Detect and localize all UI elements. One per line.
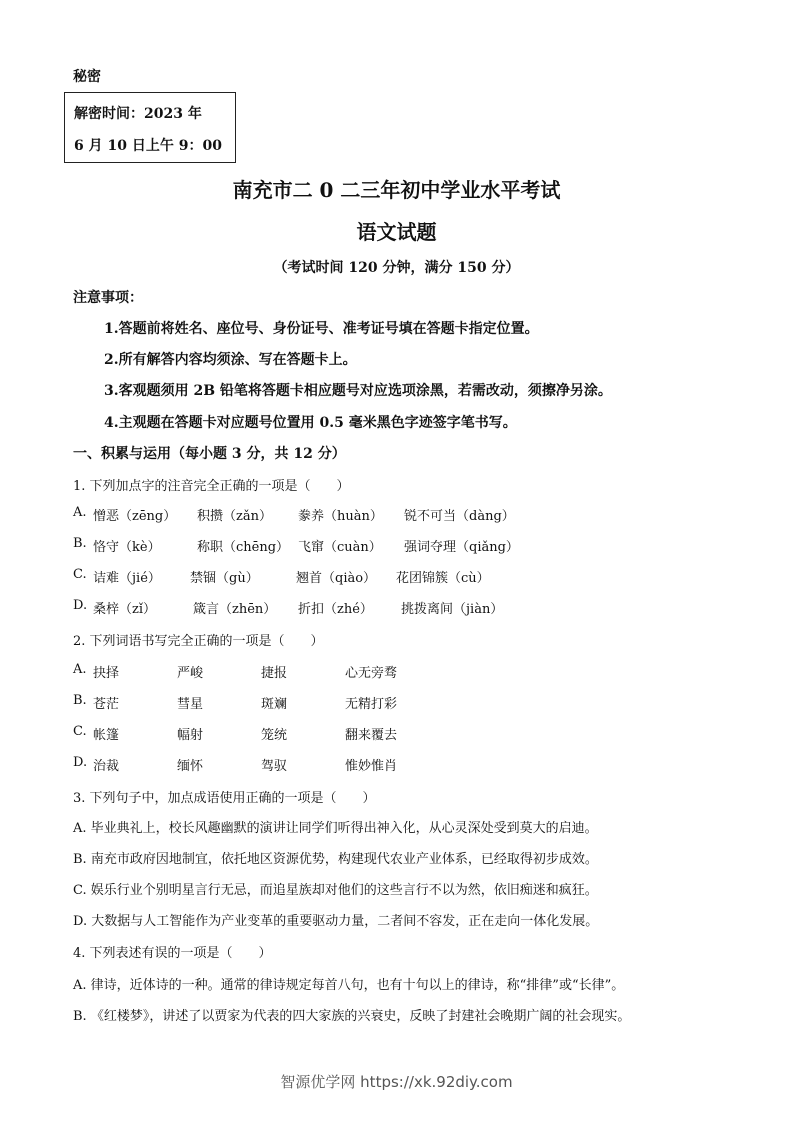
note-item: 4.主观题在答题卡对应题号位置用 0.5 毫米黑色字迹签字笔书写。 [104,415,517,431]
option-cell: 严峻 [177,666,204,681]
option-label: B. [73,536,87,551]
option-cell: 笼统 [261,728,288,743]
option-cell: 憎恶（zēng） [93,509,177,524]
question-3-stem: 3. 下列句子中，加点成语使用正确的一项是（ ） [73,791,376,806]
option-label: D. [73,598,88,613]
option-cell: 强词夺理（qiǎng） [404,540,519,555]
option-cell: 箴言（zhēn） [193,602,277,617]
option-cell: 诘难（jié） [93,571,161,586]
question-4-stem: 4. 下列表述有误的一项是（ ） [73,946,272,961]
option-cell: 花团锦簇（cù） [396,571,490,586]
option-cell: 折扣（zhé） [298,602,373,617]
option-cell: 豢养（huàn） [298,509,383,524]
option-cell: 恪守（kè） [93,540,161,555]
note-item: 1.答题前将姓名、座位号、身份证号、准考证号填在答题卡指定位置。 [104,321,539,337]
option-cell: 飞窜（cuàn） [298,540,382,555]
exam-title: 南充市二 0 二三年初中学业水平考试 [232,178,561,202]
option-label: B. [73,693,87,708]
notes-heading: 注意事项： [73,290,143,306]
option-label: D. [73,755,88,770]
option-cell: 心无旁骛 [345,666,398,681]
option-cell: 苍茫 [93,697,120,712]
option-cell: 治裁 [93,759,120,774]
option-sentence: A. 毕业典礼上，校长风趣幽默的演讲让同学们听得出神入化，从心灵深处受到莫大的启迪。 [73,821,598,836]
option-cell: 锐不可当（dàng） [404,509,515,524]
option-cell: 惟妙惟肖 [345,759,398,774]
option-sentence: B. 《红楼梦》，讲述了以贾家为代表的四大家族的兴衰史，反映了封建社会晚期广阔的社会现实。 [73,1009,631,1024]
option-label: C. [73,724,87,739]
option-cell: 翘首（qiào） [296,571,377,586]
decrypt-time-line1: 解密时间：2023 年 [74,106,202,122]
option-cell: 翻来覆去 [345,728,398,743]
option-cell: 抉择 [93,666,120,681]
subject-title: 语文试题 [356,220,437,244]
option-sentence: A. 律诗，近体诗的一种。通常的律诗规定每首八句，也有十句以上的律诗，称“排律”或“长律”。 [73,978,625,993]
option-cell: 捷报 [261,666,288,681]
exam-info: （考试时间 120 分钟，满分 150 分） [273,260,520,276]
option-cell: 禁锢（gù） [190,571,259,586]
option-cell: 幅射 [177,728,204,743]
option-cell: 帐篷 [93,728,120,743]
option-cell: 挑拨离间（jiàn） [401,602,504,617]
option-cell: 缅怀 [177,759,204,774]
option-label: C. [73,567,87,582]
section-heading: 一、积累与运用（每小题 3 分，共 12 分） [73,446,346,462]
option-label: A. [73,662,87,677]
decrypt-time-box [64,92,236,163]
option-cell: 积攒（zǎn） [197,509,272,524]
option-cell: 桑梓（zǐ） [93,602,157,617]
option-label: A. [73,505,87,520]
option-cell: 斑斓 [261,697,288,712]
secret-label: 秘密 [73,69,101,85]
decrypt-time-line2: 6 月 10 日上午 9：00 [74,138,222,154]
note-item: 3.客观题须用 2B 铅笔将答题卡相应题号对应选项涂黑，若需改动，须擦净另涂。 [104,383,612,399]
option-sentence: B. 南充市政府因地制宜，依托地区资源优势，构建现代农业产业体系，已经取得初步成效。 [73,852,598,867]
option-cell: 驾驭 [261,759,288,774]
option-cell: 彗星 [177,697,204,712]
question-1-stem: 1. 下列加点字的注音完全正确的一项是（ ） [73,479,350,494]
footer-watermark: 智源优学网 https://xk.92diy.com [280,1073,513,1091]
option-sentence: C. 娱乐行业个别明星言行无忌，而追星族却对他们的这些言行不以为然，依旧痴迷和疯狂。 [73,883,598,898]
option-cell: 称职（chēng） [197,540,290,555]
question-2-stem: 2. 下列词语书写完全正确的一项是（ ） [73,634,324,649]
option-sentence: D. 大数据与人工智能作为产业变革的重要驱动力量，二者间不容发，正在走向一体化发展。 [73,914,599,929]
option-cell: 无精打彩 [345,697,398,712]
note-item: 2.所有解答内容均须涂、写在答题卡上。 [104,352,357,368]
